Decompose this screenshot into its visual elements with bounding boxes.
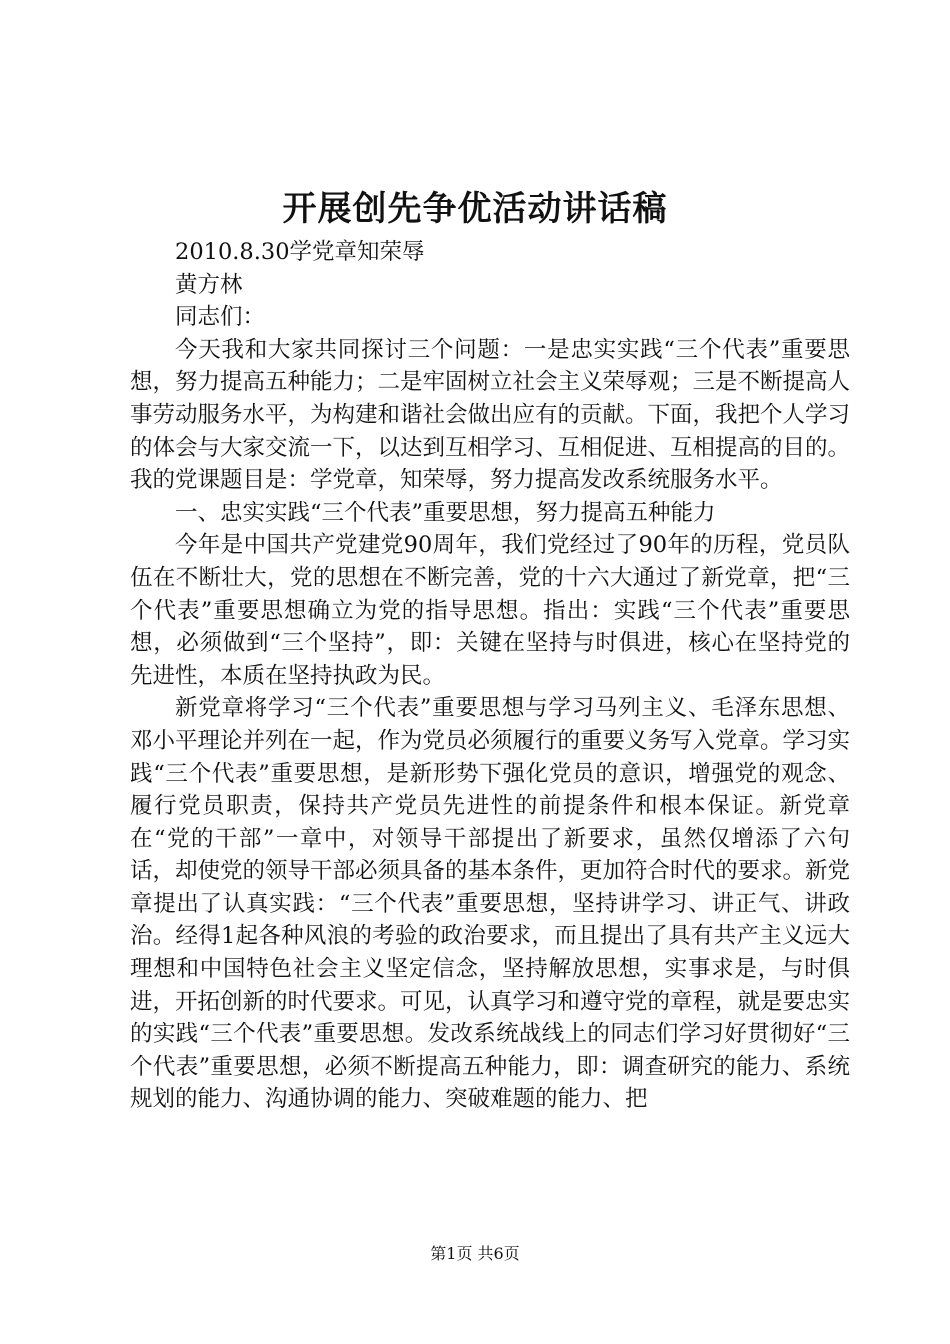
section-heading: 一、忠实实践“三个代表”重要思想，努力提高五种能力 — [175, 499, 716, 526]
page-number-footer: 第1页 共6页 — [430, 1244, 520, 1263]
document-title: 开展创先争优活动讲话稿 — [282, 189, 668, 229]
date-subtitle-line: 2010.8.30学党章知荣辱 — [175, 239, 425, 265]
salutation-line: 同志们： — [175, 304, 266, 331]
intro-paragraph: 今天我和大家共同探讨三个问题：一是忠实实践“三个代表”重要思想，努力提高五种能力；二是牢固树立社会主义荣辱观；三是不断提高人事劳动服务水平，为构建和谐社会做出应有的贡献。下面，我把个人学习的体会与大家交流一下，以达到互相学习、互相促进、互相提高的目的。我的党课题目是：学党章，知荣辱，努力提高发改系统服务水平。 — [130, 336, 851, 494]
document-body — [130, 236, 850, 1116]
author-line: 黄方林 — [175, 271, 243, 298]
body-paragraph: 新党章将学习“三个代表”重要思想与学习马列主义、毛泽东思想、邓小平理论并列在一起，作为党员必须履行的重要义务写入党章。学习实践“三个代表”重要思想，是新形势下强化党员的意识，增强党的观念、履行党员职责，保持共产党员先进性的前提条件和根本保证。新党章在“党的干部”一章中，对领导干部提出了新要求，虽然仅增添了六句话，却使党的领导干部必须具备的基本条件，更加符合时代的要求。新党章提出了认真实践：“三个代表”重要思想，坚持讲学习、讲正气、讲政治。经得1起各种风浪的考验的政治要求，而且提出了具有共产主义远大理想和中国特色社会主义坚定信念，坚持解放思想，实事求是，与时俱进，开拓创新的时代要求。可见，认真学习和遵守党的章程，就是要忠实的实践“三个代表”重要思想。发改系统战线上的同志们学习好贯彻好“三个代表”重要思想，必须不断提高五种能力，即：调查研究的能力、系统规划的能力、沟通协调的能力、突破难题的能力、把 — [130, 695, 851, 1113]
body-paragraph: 今年是中国共产党建党90周年，我们党经过了90年的历程，党员队伍在不断壮大，党的思想在不断完善，党的十六大通过了新党章，把“三个代表”重要思想确立为党的指导思想。指出：实践“三个代表”重要思想，必须做到“三个坚持”，即：关键在坚持与时俱进，核心在坚持党的先进性，本质在坚持执政为民。 — [130, 532, 850, 689]
